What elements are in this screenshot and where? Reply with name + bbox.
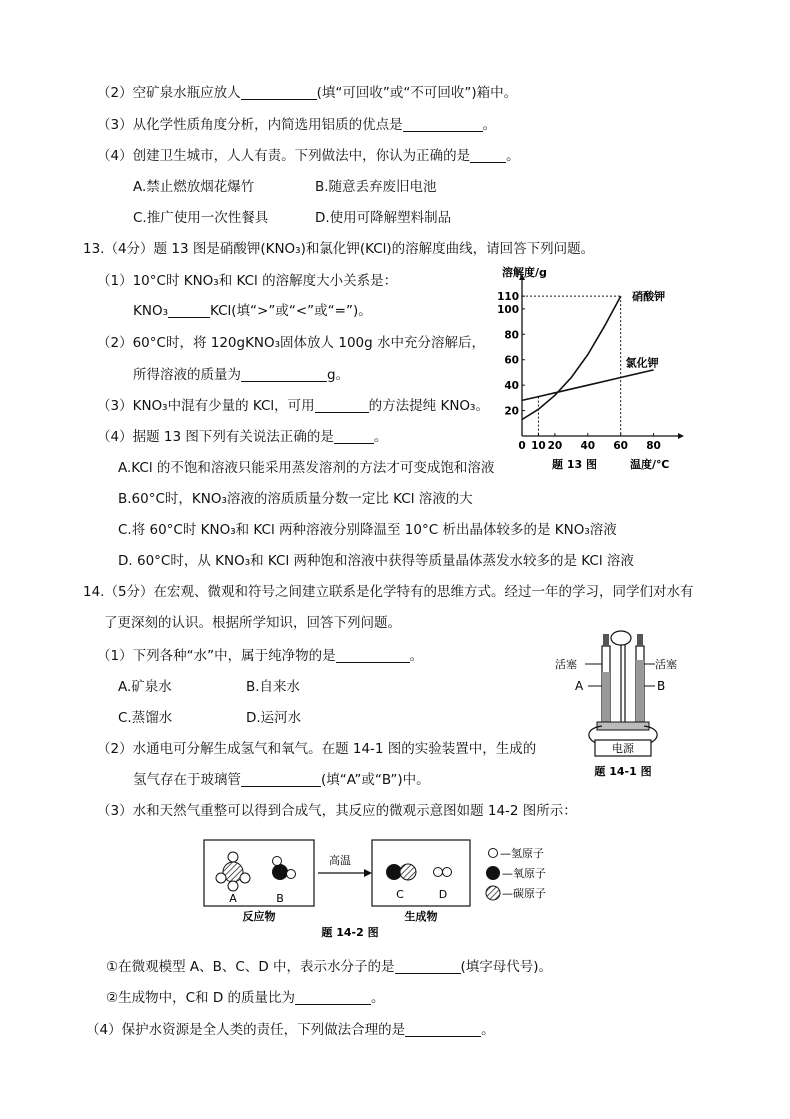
answer-blank[interactable]	[241, 367, 327, 382]
answer-blank[interactable]	[403, 117, 483, 132]
q14-part3: （3）水和天然气重整可以得到合成气，其反应的微观示意图如题 14-2 图所示：	[97, 803, 577, 819]
tube-a-label: A	[575, 679, 584, 693]
q14-option-d: D.运河水	[246, 710, 302, 726]
carbon-atom-legend-icon	[486, 886, 500, 900]
q12-option-b: B.随意丢弃废旧电池	[315, 179, 437, 195]
q12-option-d: D.使用可降解塑料制品	[315, 210, 452, 226]
x-tick-label: 40	[580, 440, 596, 452]
legend-oxygen: —氧原子	[502, 867, 546, 880]
q13-part1: （1）10°C时 KNO₃和 KCl 的溶解度大小关系是：	[97, 273, 398, 289]
label-c: C	[396, 888, 404, 901]
x-tick-label: 0	[518, 440, 526, 452]
products-label: 生成物	[404, 910, 438, 923]
label-d: D	[438, 888, 448, 901]
x-axis-arrow	[678, 433, 684, 439]
h2-molecule-d	[434, 868, 452, 877]
x-tick-label: 10	[531, 440, 546, 452]
kno3-solubility-line	[522, 296, 621, 419]
answer-blank[interactable]	[168, 303, 210, 318]
electrolysis-apparatus-figure	[555, 628, 705, 780]
q14-option-c: C.蒸馏水	[118, 710, 173, 726]
answer-blank[interactable]	[241, 85, 317, 100]
y-tick-label: 20	[504, 405, 519, 418]
q13-part2: （2）60°C时，将 120gKNO₃固体放人 100g 水中充分溶解后，	[97, 335, 485, 351]
label-a: A	[229, 892, 237, 905]
hydrogen-atom-legend-icon	[489, 849, 498, 858]
q14-part3-sub2: ②生成物中，C和 D 的质量比为 。	[106, 990, 385, 1006]
x-tick-label: 20	[547, 440, 563, 452]
q13-option-d: D. 60°C时，从 KNO₃和 KCl 两种饱和溶液中获得等质量晶体蒸发水较多的是 KCl 溶液	[118, 553, 634, 569]
q12-part2: （2）空矿泉水瓶应放人 (填“可回收”或“不可回收”)箱中。	[97, 85, 518, 101]
x-tick-label: 80	[646, 440, 661, 452]
y-tick-label: 80	[504, 329, 519, 342]
q14-stem-line1: 14.（5分）在宏观、微观和符号之间建立联系是化学特有的思维方式。经过一年的学习，同学们对水有	[83, 584, 694, 600]
legend-carbon: —碳原子	[502, 887, 546, 900]
oxygen-atom-legend-icon	[486, 866, 500, 880]
y-tick-label: 60	[504, 354, 519, 367]
arrow-condition-label: 高温	[329, 854, 351, 867]
answer-blank[interactable]	[241, 772, 321, 787]
q14-option-a: A.矿泉水	[118, 679, 172, 695]
figure-14-1-caption: 题 14-1 图	[594, 765, 652, 778]
kcl-solubility-line	[522, 370, 654, 401]
q12-option-c: C.推广使用一次性餐具	[133, 210, 269, 226]
reservoir-bulb	[611, 631, 631, 645]
co-molecule-c	[386, 864, 416, 880]
kno3-series-label: 硝酸钾	[632, 290, 666, 304]
label-b: B	[276, 892, 284, 905]
q14-part4: （4）保护水资源是全人类的责任，下列做法合理的是 。	[86, 1022, 495, 1038]
q13-part4: （4）据题 13 图下列有关说法正确的是 。	[97, 429, 388, 445]
right-valve-label: 活塞	[655, 658, 677, 671]
q13-part3: （3）KNO₃中混有少量的 KCl，可用 的方法提纯 KNO₃。	[97, 398, 489, 414]
x-axis-label: 温度/℃	[630, 458, 670, 471]
y-tick-label: 110	[497, 291, 519, 304]
q13-part1-answer: KNO₃ KCl(填“>”或“<”或“=”)。	[133, 303, 372, 319]
q14-part3-sub1: ①在微观模型 A、B、C、D 中，表示水分子的是 (填字母代号)。	[106, 959, 553, 975]
answer-blank[interactable]	[395, 959, 461, 974]
y-axis-label: 溶解度/g	[502, 266, 547, 279]
q14-stem-line2: 了更深刻的认识。根据所学知识，回答下列问题。	[104, 615, 401, 631]
y-tick-label: 40	[504, 380, 519, 393]
right-valve-stopcock	[637, 634, 643, 646]
q13-option-a: A.KCl 的不饱和溶液只能采用蒸发溶剂的方法才可变成饱和溶液	[118, 460, 495, 476]
left-valve-label: 活塞	[555, 658, 577, 671]
q14-part1: （1）下列各种“水”中，属于纯净物的是 。	[97, 648, 424, 664]
q12-part3: （3）从化学性质角度分析，内简选用铝质的优点是 。	[97, 117, 497, 133]
methane-molecule-a	[216, 852, 250, 891]
answer-blank[interactable]	[470, 148, 506, 163]
q13-part2-answer: 所得溶液的质量为 g。	[133, 367, 350, 383]
q14-part2-answer: 氢气存在于玻璃管 (填“A”或“B”)中。	[133, 772, 430, 788]
answer-blank[interactable]	[315, 398, 369, 413]
q13-option-b: B.60°C时，KNO₃溶液的溶质质量分数一定比 KCl 溶液的大	[118, 491, 473, 507]
x-tick-label: 60	[613, 440, 628, 452]
q14-option-b: B.自来水	[246, 679, 301, 695]
y-tick-label: 100	[497, 303, 519, 316]
q13-option-c: C.将 60°C时 KNO₃和 KCl 两种溶液分别降温至 10°C 析出晶体较多的是 KNO₃溶液	[118, 522, 617, 538]
answer-blank[interactable]	[334, 429, 374, 444]
legend-hydrogen: —氢原子	[500, 847, 544, 860]
reaction-micro-diagram	[200, 832, 570, 942]
answer-blank[interactable]	[336, 648, 410, 663]
power-label: 电源	[612, 742, 634, 755]
answer-blank[interactable]	[405, 1022, 481, 1037]
water-molecule-b	[272, 857, 296, 881]
reactants-label: 反应物	[242, 910, 276, 923]
left-valve-stopcock	[603, 634, 609, 646]
figure-13-caption: 题 13 图	[552, 458, 597, 471]
q12-option-a: A.禁止燃放烟花爆竹	[133, 179, 255, 195]
q14-part2: （2）水通电可分解生成氢气和氧气。在题 14-1 图的实验装置中，生成的	[97, 741, 537, 757]
tube-b-label: B	[657, 679, 666, 693]
answer-blank[interactable]	[295, 990, 371, 1005]
q13-stem: 13.（4分）题 13 图是硝酸钾(KNO₃)和氯化钾(KCl)的溶解度曲线，请回答下列问题。	[83, 241, 595, 257]
q12-part4: （4）创建卫生城市，人人有责。下列做法中，你认为正确的是 。	[97, 148, 520, 164]
figure-14-2-caption: 题 14-2 图	[321, 926, 379, 939]
solubility-chart	[497, 266, 690, 478]
kcl-series-label: 氯化钾	[625, 356, 659, 370]
